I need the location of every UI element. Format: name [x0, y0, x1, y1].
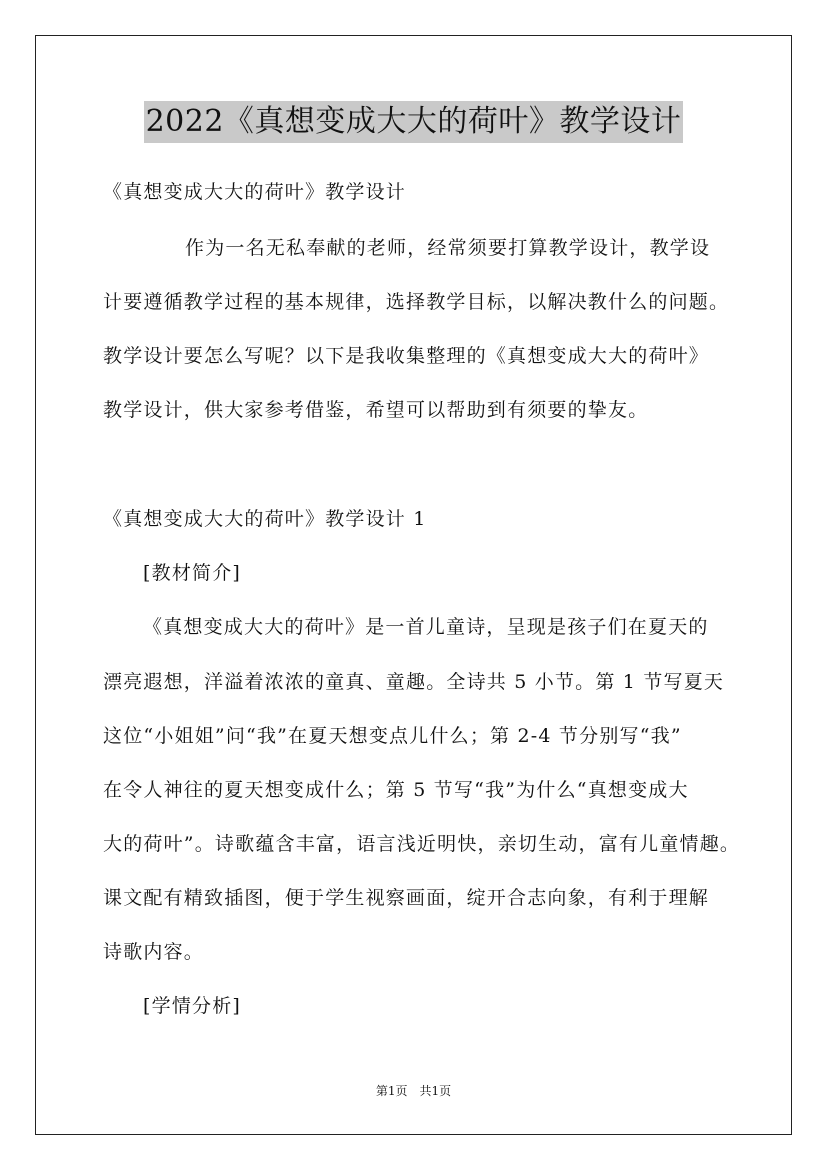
document-title: 2022《真想变成大大的荷叶》教学设计: [144, 101, 684, 143]
text-line: 大的荷叶”。诗歌蕴含丰富，语言浅近明快，亲切生动，富有儿童情趣。: [103, 833, 741, 855]
text-line: 在令人神往的夏天想变成什么；第 5 节写“我”为什么“真想变成大: [103, 779, 689, 801]
text-line: 课文配有精致插图，便于学生视察画面，绽开合志向象，有利于理解: [103, 887, 710, 909]
text-line: 这位“小姐姐”问“我”在夏天想变点儿什么；第 2-4 节分别写“我”: [103, 725, 682, 747]
text-line: 教学设计要怎么写呢？以下是我收集整理的《真想变成大大的荷叶》: [103, 345, 710, 367]
title-container: [0, 101, 827, 143]
text-line: 计要遵循教学过程的基本规律，选择教学目标，以解决教什么的问题。: [103, 291, 730, 313]
section-heading: 《真想变成大大的荷叶》教学设计 1: [103, 508, 427, 530]
text-line: 教学设计，供大家参考借鉴，希望可以帮助到有须要的挚友。: [103, 399, 649, 421]
subsection-heading: [学情分析]: [143, 995, 242, 1017]
text-line: 《真想变成大大的荷叶》是一首儿童诗，呈现是孩子们在夏天的: [143, 616, 709, 638]
text-line: 漂亮遐想，洋溢着浓浓的童真、童趣。全诗共 5 小节。第 1 节写夏天: [103, 671, 725, 693]
text-line: 作为一名无私奉献的老师，经常须要打算教学设计，教学设: [185, 237, 711, 259]
text-line: 《真想变成大大的荷叶》教学设计: [103, 181, 407, 203]
text-line: 诗歌内容。: [103, 941, 205, 963]
subsection-heading: [教材简介]: [143, 562, 242, 584]
page-footer: 第1页 共1页: [375, 1084, 452, 1098]
